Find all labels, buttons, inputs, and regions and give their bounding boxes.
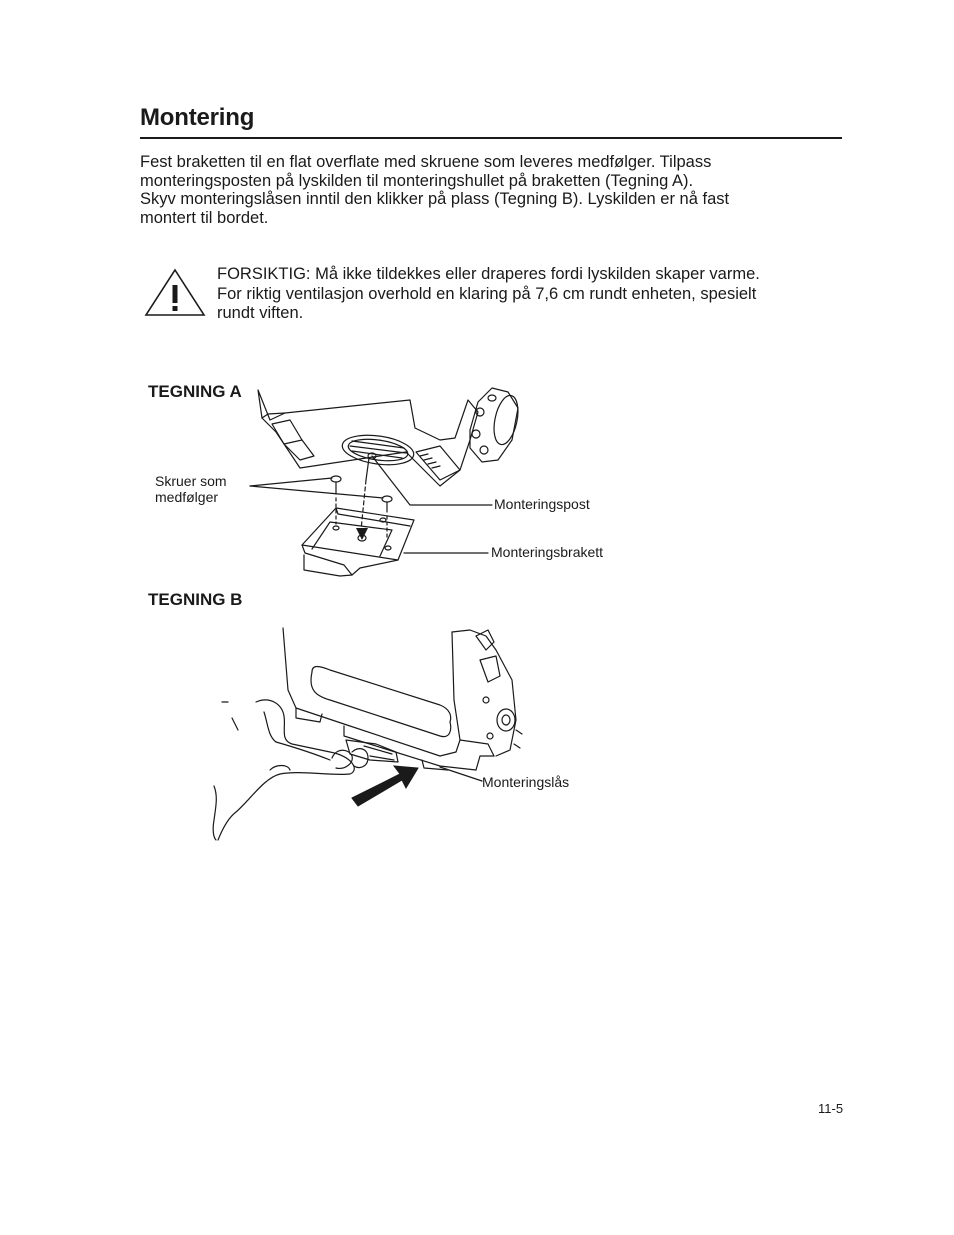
callout-screws-line: medfølger (155, 489, 219, 505)
intro-line: montert til bordet. (140, 208, 269, 227)
caution-line: FORSIKTIG: Må ikke tildekkes eller draperes fordi lyskilden skaper varme. (217, 265, 760, 283)
callout-mounting-post: Monteringspost (494, 496, 590, 512)
intro-line: Skyv monteringslåsen inntil den klikker på plass (Tegning B). Lyskilden er nå fast (140, 190, 730, 208)
figure-b-label: TEGNING B (148, 590, 243, 609)
callout-mounting-lock: Monteringslås (482, 774, 570, 790)
caution-line: For riktig ventilasjon overhold en klaring på 7,6 cm rundt enheten, spesielt (217, 284, 757, 303)
intro-line: monteringsposten på lyskilden til monteringshullet på braketten (Tegning A). (140, 171, 694, 190)
callout-screws-line: Skruer som (155, 473, 227, 489)
page-title: Montering (140, 104, 255, 131)
callout-mounting-bracket: Monteringsbrakett (491, 544, 604, 560)
caution-line: rundt viften. (217, 304, 304, 322)
page-number: 11-5 (818, 1101, 844, 1116)
intro-line: Fest braketten til en flat overflate med skruene som leveres medfølger. Tilpass (140, 153, 712, 171)
figure-a-label: TEGNING A (148, 382, 242, 401)
